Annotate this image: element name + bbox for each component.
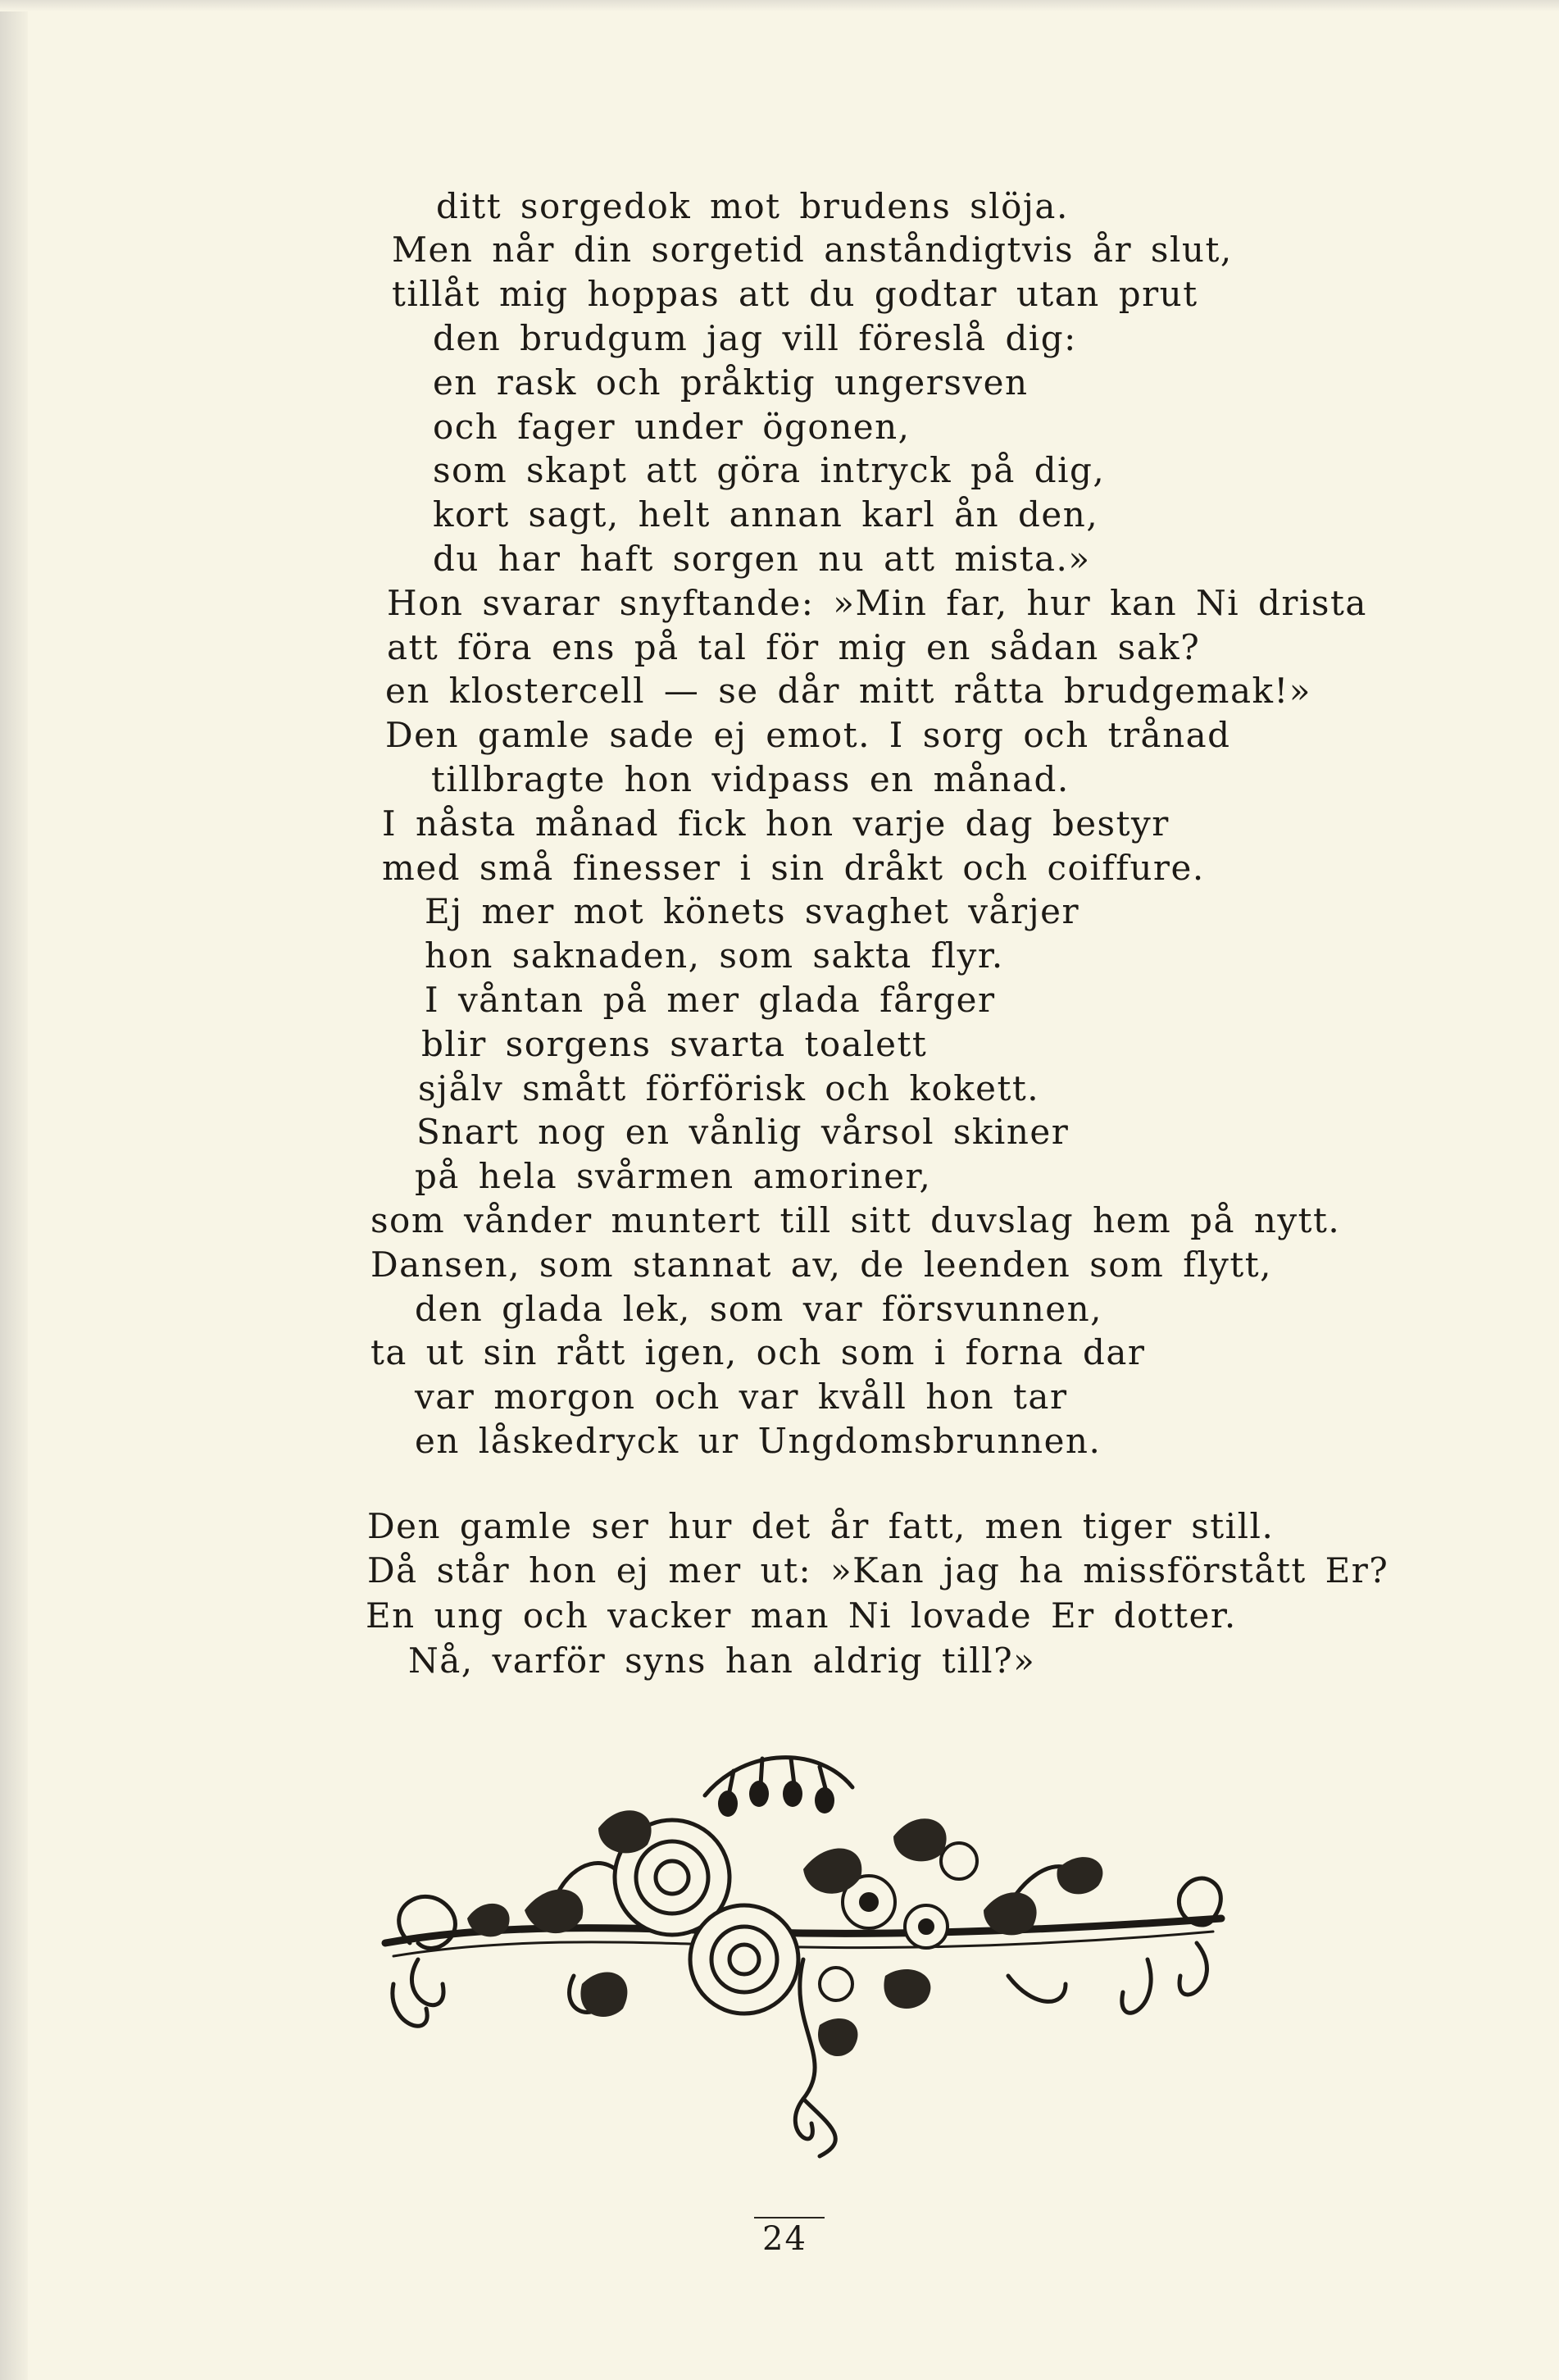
verse-line: blir sorgens svarta toalett — [421, 1024, 928, 1064]
verse-line: och fager under ögonen, — [433, 407, 911, 447]
verse-line: den brudgum jag vill föreslå dig: — [433, 318, 1077, 358]
verse-line: Den gamle ser hur det år fatt, men tiger still. — [367, 1506, 1275, 1546]
verse-line: sjålv smått förförisk och kokett. — [418, 1068, 1040, 1108]
verse-line: Dansen, som stannat av, de leenden som flytt, — [370, 1245, 1273, 1285]
page-number-rule — [754, 2217, 825, 2218]
verse-line: I våntan på mer glada fårger — [425, 980, 996, 1020]
page-number: 24 — [762, 2220, 807, 2258]
verse-line: som vånder muntert till sitt duvslag hem på nytt. — [370, 1200, 1341, 1240]
verse-line: Ej mer mot könets svaghet vårjer — [425, 891, 1080, 931]
verse-line: du har haft sorgen nu att mista.» — [433, 539, 1091, 579]
verse-line: tillbragte hon vidpass en månad. — [431, 759, 1070, 799]
verse-line: Då står hon ej mer ut: »Kan jag ha missförstått Er? — [367, 1550, 1389, 1590]
verse-line: som skapt att göra intryck på dig, — [433, 450, 1106, 490]
verse-line: med små finesser i sin dråkt och coiffure. — [382, 848, 1205, 888]
verse-line: En ung och vacker man Ni lovade Er dotter. — [366, 1595, 1237, 1636]
floral-garland-ornament — [361, 1713, 1246, 2173]
verse-line: en låskedryck ur Ungdomsbrunnen. — [415, 1421, 1102, 1461]
verse-line: tillåt mig hoppas att du godtar utan prut — [392, 274, 1198, 314]
verse-line: var morgon och var kvåll hon tar — [415, 1377, 1068, 1417]
verse-line: en klostercell — se dår mitt råtta brudgemak!» — [385, 671, 1312, 711]
verse-line: ta ut sin rått igen, och som i forna dar — [370, 1332, 1146, 1372]
verse-line: kort sagt, helt annan karl ån den, — [433, 494, 1099, 535]
verse-line: en rask och pråktig ungersven — [433, 362, 1029, 403]
verse-line: Snart nog en vånlig vårsol skiner — [416, 1112, 1070, 1152]
verse-line: Nå, varför syns han aldrig till?» — [408, 1641, 1036, 1681]
verse-line: på hela svårmen amoriner, — [415, 1156, 932, 1196]
verse-line: Den gamle sade ej emot. I sorg och trånad — [385, 715, 1231, 755]
verse-line: att föra ens på tal för mig en sådan sak? — [387, 627, 1201, 667]
verse-line: Men når din sorgetid anståndigtvis år slut, — [392, 230, 1233, 270]
verse-line: ditt sorgedok mot brudens slöja. — [436, 186, 1069, 226]
verse-line: hon saknaden, som sakta flyr. — [425, 935, 1004, 976]
verse-line: den glada lek, som var försvunnen, — [415, 1289, 1103, 1329]
verse-line: Hon svarar snyftande: »Min far, hur kan Ni drista — [387, 583, 1367, 623]
verse-line: I nåsta månad fick hon varje dag bestyr — [382, 803, 1170, 844]
